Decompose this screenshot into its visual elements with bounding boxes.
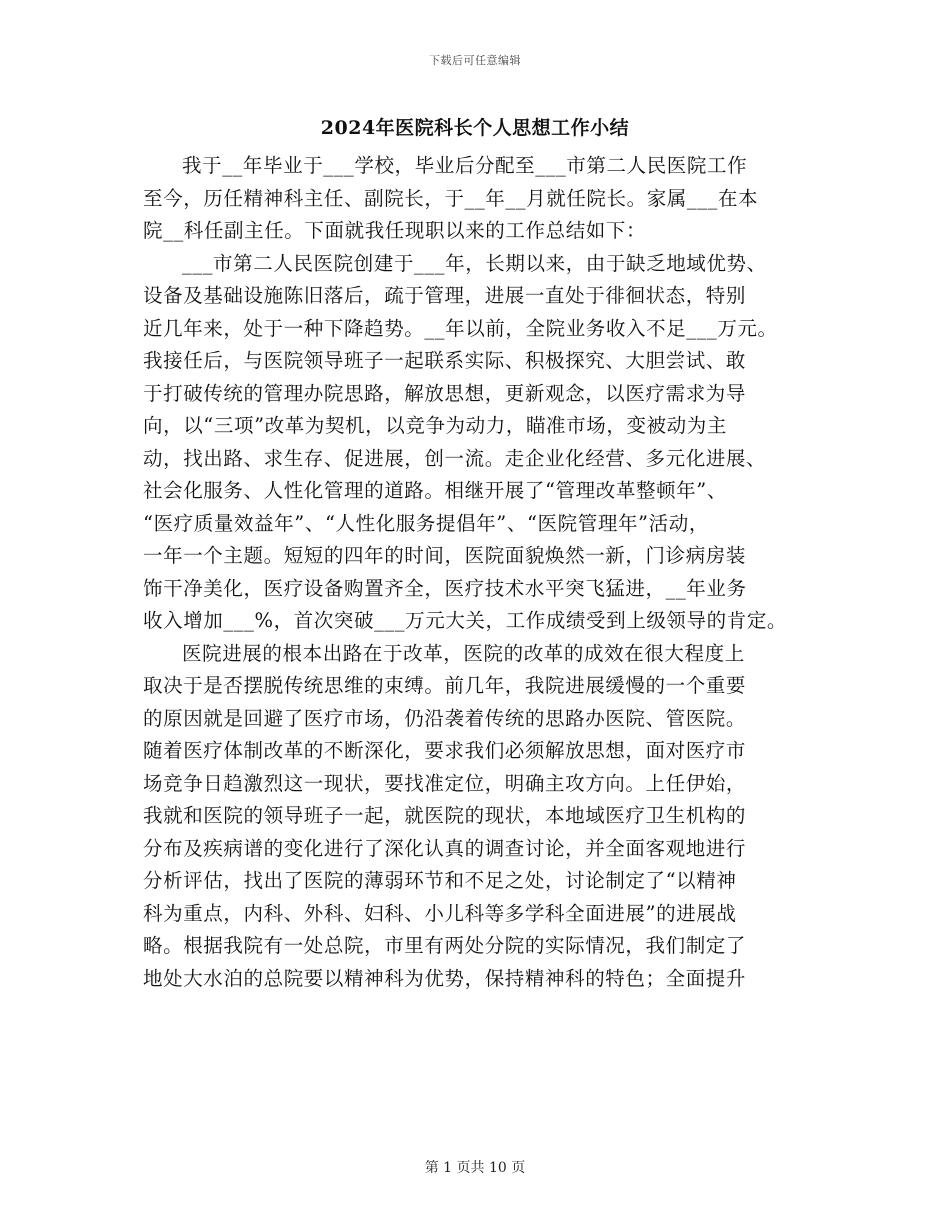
body-text-line: 医院进展的根本出路在于改革，医院的改革的成效在很大程度上	[182, 641, 745, 665]
body-text-line: 动，找出路、求生存、促进展，创一流。走企业化经营、多元化进展、	[143, 446, 767, 470]
body-text-line: 的原因就是回避了医疗市场，仍沿袭着传统的思路办医院、管医院。	[143, 706, 747, 730]
document-body	[143, 150, 823, 995]
body-text-line: 至今，历任精神科主任、副院长，于__年__月就任院长。家属___在本	[143, 186, 759, 210]
body-text-line: 我接任后，与医院领导班子一起联系实际、积极探究、大胆尝试、敢	[143, 349, 747, 372]
body-text-line: 一年一个主题。短短的四年的时间，医院面貌焕然一新，门诊病房装	[143, 544, 747, 567]
body-text-line: 向，以“三项”改革为契机，以竞争为动力，瞄准市场，变被动为主	[143, 414, 727, 437]
body-text-line: 我就和医院的领导班子一起，就医院的现状，本地域医疗卫生机构的	[143, 804, 747, 827]
body-text-line: 于打破传统的管理办院思路，解放思想，更新观念，以医疗需求为导	[143, 381, 747, 405]
body-text-line: “医疗质量效益年”、“人性化服务提倡年”、“医院管理年”活动，	[143, 511, 709, 535]
body-text-line: 分析评估，找出了医院的薄弱环节和不足之处，讨论制定了“以精神	[143, 869, 737, 892]
body-text-line: 取决于是否摆脱传统思维的束缚。前几年，我院进展缓慢的一个重要	[143, 674, 747, 697]
body-text-line: ___市第二人民医院创建于___年，长期以来，由于缺乏地域优势、	[182, 251, 767, 275]
body-text-line: 略。根据我院有一处总院，市里有两处分院的实际情况，我们制定了	[143, 934, 747, 957]
document-title: 2024年医院科长个人思想工作小结	[320, 117, 630, 139]
body-text-line: 科为重点，内科、外科、妇科、小儿科等多学科全面进展”的进展战	[143, 901, 737, 925]
body-text-line: 设备及基础设施陈旧落后，疏于管理，进展一直处于徘徊状态，特别	[143, 284, 747, 307]
body-text-line: 饰干净美化，医疗设备购置齐全，医疗技术水平突飞猛进，__年业务	[143, 576, 747, 600]
body-text-line: 收入增加___%，首次突破___万元大关，工作成绩受到上级领导的肯定。	[143, 609, 788, 632]
body-text-line: 近几年来，处于一种下降趋势。__年以前，全院业务收入不足___万元。	[143, 316, 778, 340]
body-text-line: 场竞争日趋激烈这一现状，要找准定位，明确主攻方向。上任伊始，	[143, 771, 747, 795]
body-text-line: 我于__年毕业于___学校，毕业后分配至___市第二人民医院工作	[182, 154, 748, 177]
body-text-line: 院__科任副主任。下面就我任现职以来的工作总结如下：	[143, 219, 647, 242]
body-text-line: 分布及疾病谱的变化进行了深化认真的调查讨论，并全面客观地进行	[143, 836, 747, 860]
header-note: 下载后可任意编辑	[429, 54, 521, 67]
body-text-line: 随着医疗体制改革的不断深化，要求我们必须解放思想，面对医疗市	[143, 739, 747, 762]
page-number: 第 1 页共 10 页	[424, 1160, 526, 1176]
body-text-line: 地处大水泊的总院要以精神科为优势，保持精神科的特色；全面提升	[143, 966, 747, 990]
body-text-line: 社会化服务、人性化管理的道路。相继开展了“管理改革整顿年”、	[143, 479, 727, 502]
